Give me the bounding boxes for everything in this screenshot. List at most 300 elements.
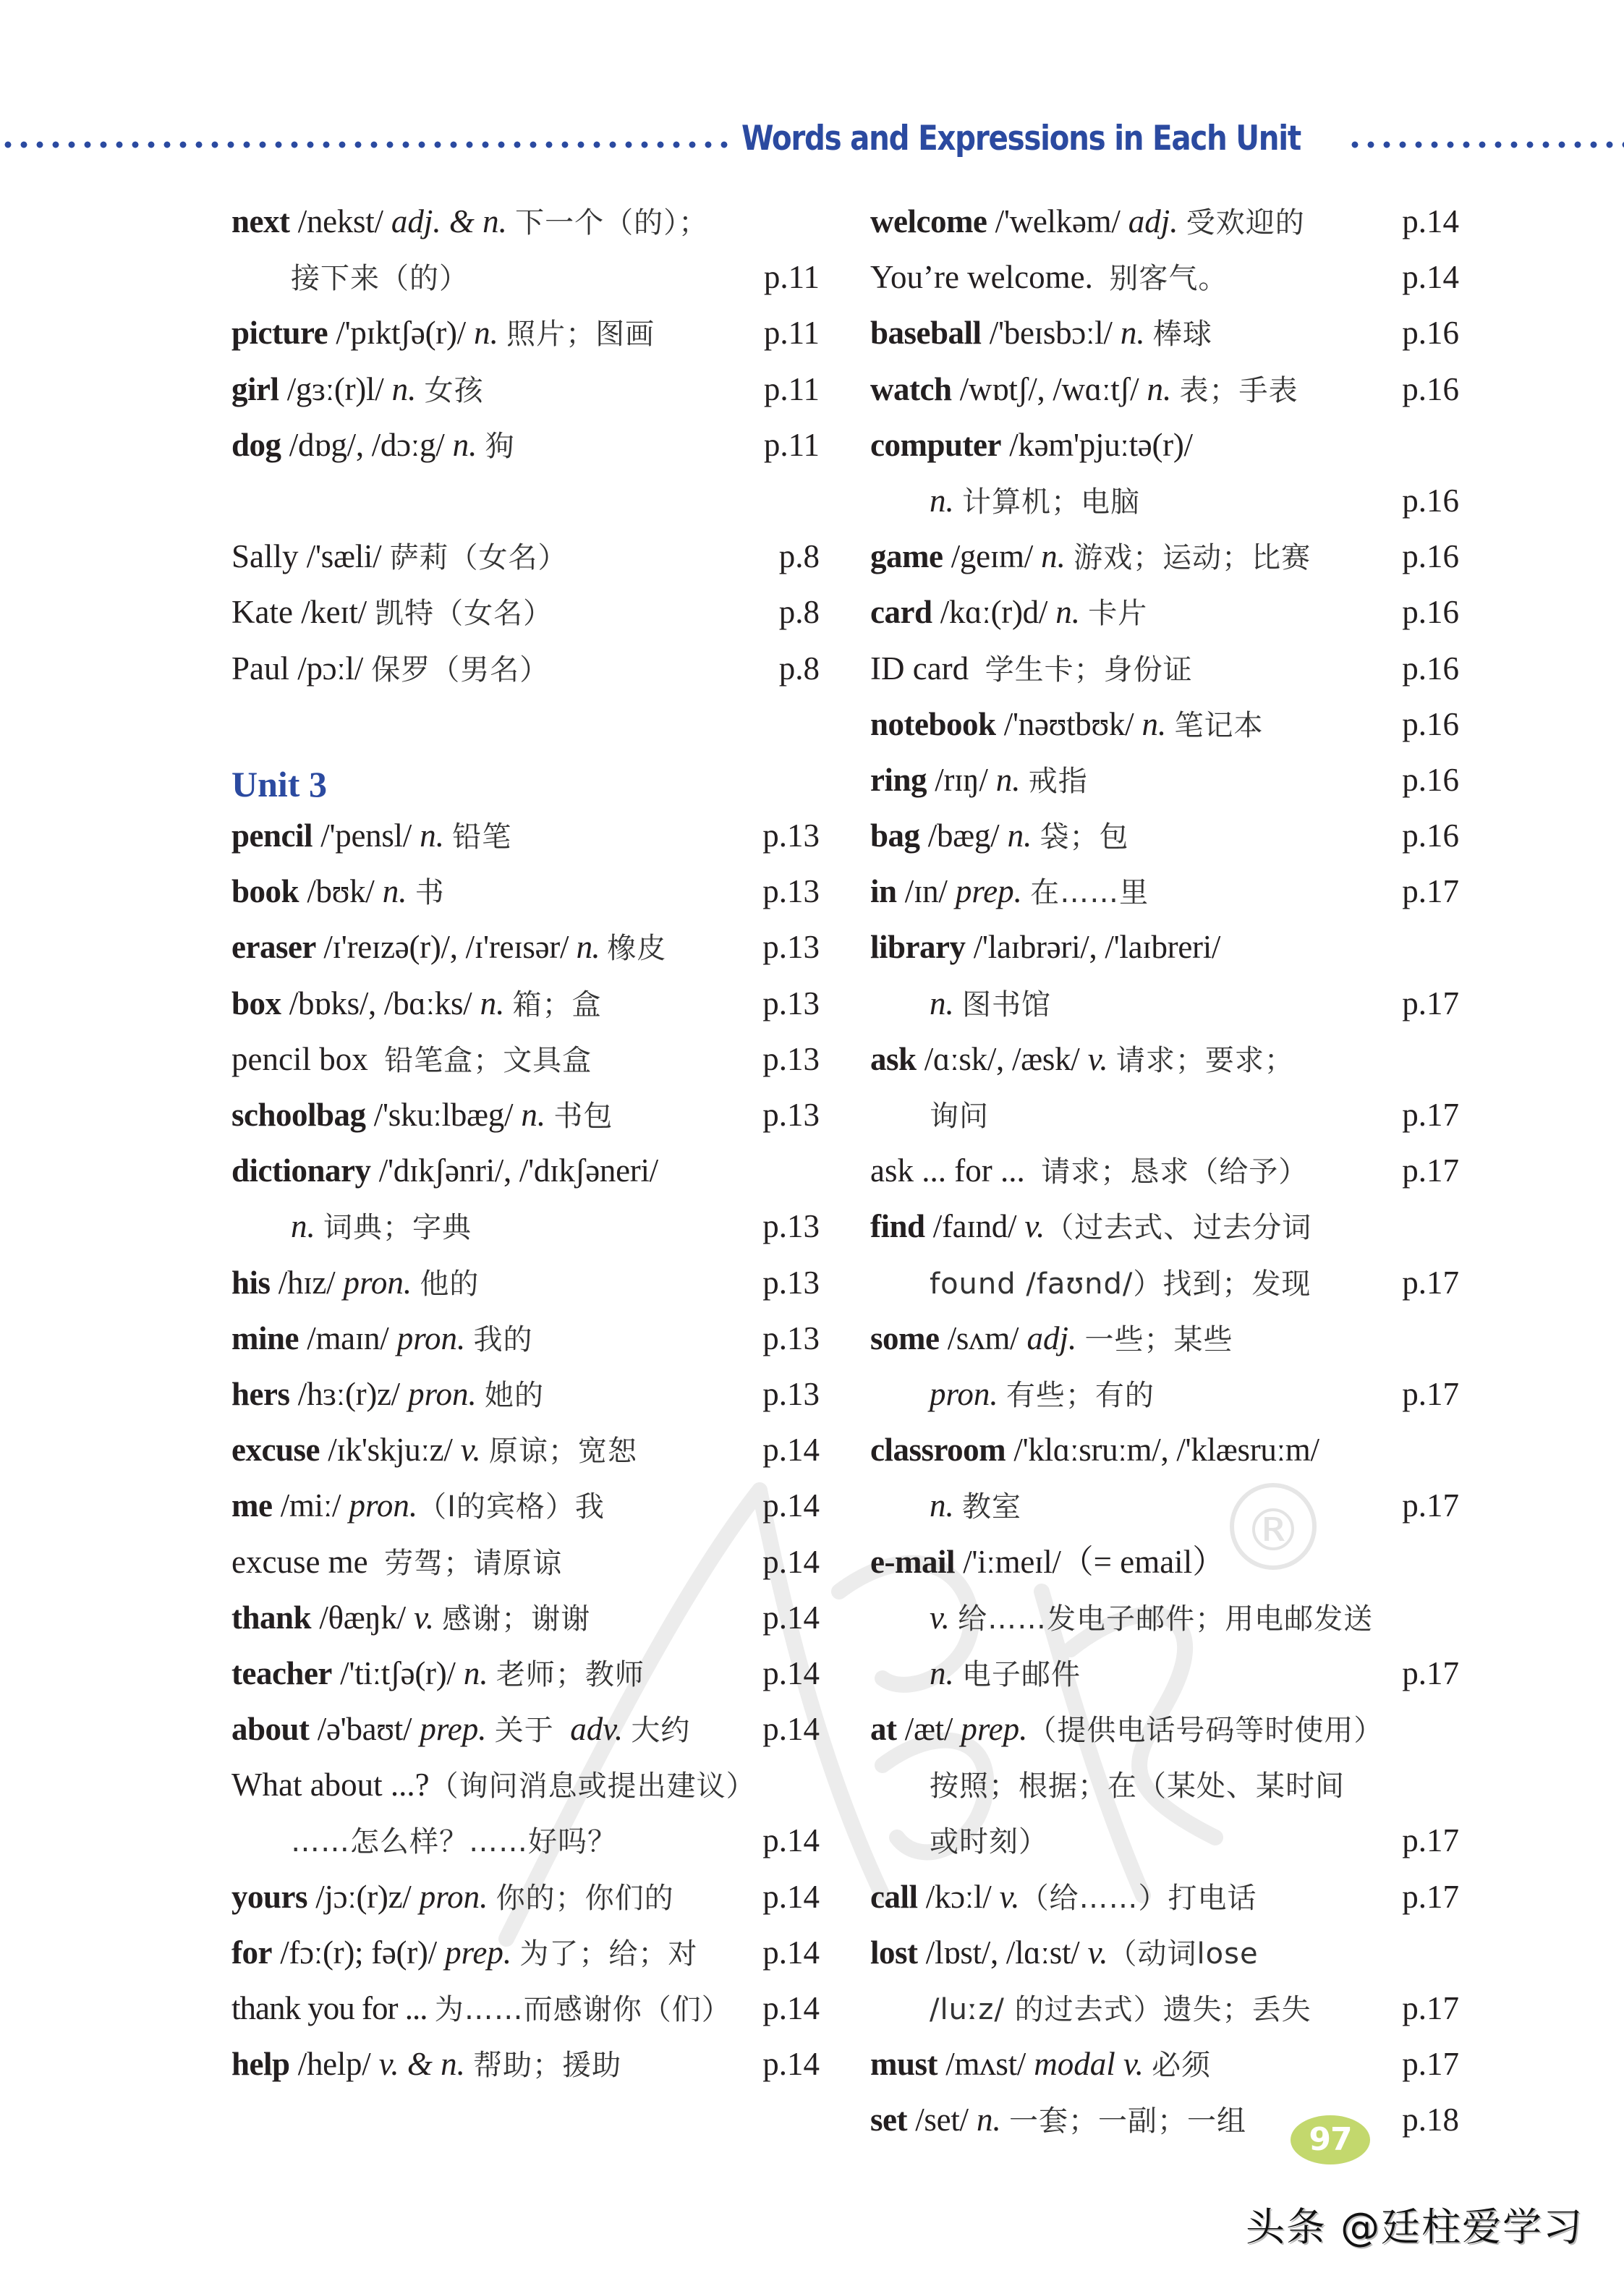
page-ref: p.16: [1402, 482, 1459, 519]
meaning: （I的宾格）我: [417, 1490, 605, 1524]
part-of-speech: n.: [1055, 594, 1081, 631]
vocab-entry: [231, 1869, 820, 1925]
meaning: 受欢迎的: [1186, 206, 1305, 239]
part-of-speech: prep.: [961, 1711, 1028, 1748]
vocab-continuation: [870, 1757, 1459, 1813]
page-ref: p.14: [762, 1990, 820, 2026]
vocab-entry: [870, 697, 1459, 752]
meaning: （提供电话号码等时使用）: [1027, 1714, 1384, 1748]
page-number-badge: 97: [1291, 2115, 1370, 2164]
source-credit-watermark: 头条 @廷柱爱学习: [1246, 2204, 1584, 2250]
meaning: 教室: [962, 1490, 1021, 1524]
registered-trademark-icon: ®: [1230, 1483, 1317, 1570]
phonetic: /sʌm/: [947, 1320, 1019, 1356]
part-of-speech: n.: [480, 985, 505, 1021]
page-ref: p.14: [762, 1711, 820, 1748]
page-ref: p.14: [762, 1934, 820, 1971]
meaning: （动词lose: [1108, 1937, 1259, 1971]
phrase: ID card: [870, 650, 969, 687]
meaning: 接下来（的）: [291, 262, 469, 296]
phrase: thank you for ...: [231, 1990, 428, 2026]
page-ref: p.13: [762, 1097, 820, 1133]
page-ref: p.16: [1402, 817, 1459, 854]
meaning: 大约: [631, 1714, 691, 1748]
part-of-speech: pron.: [349, 1487, 418, 1524]
page-ref: p.14: [762, 1654, 820, 1691]
part-of-speech: v.: [930, 1599, 950, 1636]
vocab-entry: [231, 1478, 820, 1534]
phonetic: /'dɪkʃənri/, /'dɪkʃəneri/: [378, 1152, 658, 1189]
headword: card: [870, 594, 932, 631]
part-of-speech: modal v.: [1034, 2046, 1144, 2083]
meaning: 关于: [494, 1714, 554, 1748]
part-of-speech: prep.: [955, 873, 1022, 910]
phonetic: /set/: [915, 2102, 969, 2138]
meaning: 词典；字典: [323, 1211, 472, 1245]
part-of-speech: v. & n.: [378, 2046, 465, 2083]
headword: call: [870, 1878, 918, 1915]
part-of-speech: v.: [999, 1878, 1020, 1915]
meaning: 保罗（男名）: [371, 653, 550, 687]
page-ref: p.16: [1402, 538, 1459, 575]
headword: eraser: [231, 929, 316, 966]
phonetic: /bɒks/, /bɑːks/: [289, 985, 472, 1021]
phonetic: /wɒtʃ/, /wɑːtʃ/: [959, 370, 1139, 407]
headword: classroom: [870, 1432, 1006, 1469]
meaning: 一些；某些: [1084, 1322, 1233, 1356]
phonetic: /'laɪbrəri/, /'laɪbreri/: [973, 929, 1221, 966]
meaning: 询问: [930, 1100, 989, 1133]
meaning: 他的: [420, 1267, 480, 1301]
meaning: 表；手表: [1179, 373, 1298, 407]
vocab-entry: [231, 1701, 820, 1757]
phonetic: /'iːmeɪl/: [963, 1543, 1061, 1580]
headword: dog: [231, 426, 281, 463]
page-ref: p.11: [763, 370, 820, 407]
phonetic: /hɪz/: [278, 1264, 336, 1301]
part-of-speech: pron.: [396, 1320, 466, 1356]
vocab-entry: [870, 1422, 1459, 1478]
phrase-entry: [870, 641, 1459, 697]
page-ref: p.16: [1402, 761, 1459, 798]
meaning: 图书馆: [962, 987, 1051, 1021]
page-ref: p.17: [1402, 1487, 1459, 1524]
meaning: 卡片: [1088, 597, 1148, 631]
page-ref: p.13: [762, 873, 820, 910]
page-ref: p.8: [778, 538, 820, 575]
phrase-entry: [870, 1143, 1459, 1199]
vocab-continuation: [870, 473, 1459, 529]
headword: me: [231, 1487, 273, 1524]
phrase-entry: [231, 1032, 820, 1087]
headword: hers: [231, 1375, 290, 1412]
page-ref: p.14: [762, 2046, 820, 2083]
phonetic: /'klɑːsruːm/, /'klæsruːm/: [1013, 1432, 1319, 1469]
headword: must: [870, 2046, 938, 2083]
vocab-entry: [231, 1590, 820, 1646]
part-of-speech: n.: [1041, 538, 1066, 575]
phonetic: /'nəʊtbʊk/: [1003, 705, 1134, 742]
page-ref: p.13: [762, 1375, 820, 1412]
meaning: （= email）: [1060, 1543, 1225, 1580]
vocab-entry: [870, 305, 1459, 361]
part-of-speech: pron.: [419, 1878, 488, 1915]
page-ref: p.17: [1402, 1878, 1459, 1915]
phrase: You’re welcome.: [870, 259, 1093, 296]
meaning: 女孩: [424, 373, 484, 407]
page-ref: p.14: [762, 1878, 820, 1915]
page-ref: p.17: [1402, 873, 1459, 910]
dotted-rule-left: [0, 139, 732, 150]
vocab-entry: [870, 2092, 1459, 2148]
meaning: 我的: [473, 1322, 533, 1356]
phonetic: /ɪn/: [904, 873, 948, 910]
part-of-speech: adj.: [1128, 203, 1178, 239]
page-ref: p.14: [762, 1543, 820, 1580]
meaning: （过去式、过去分词: [1045, 1211, 1312, 1245]
part-of-speech: n.: [291, 1208, 315, 1245]
page-ref: p.14: [1402, 259, 1459, 296]
page-ref: p.14: [762, 1822, 820, 1859]
phonetic: /gɜː(r)l/: [286, 370, 384, 407]
page-ref: p.14: [762, 1432, 820, 1469]
meaning: 老师；教师: [496, 1657, 645, 1691]
meaning: 为了；给；对: [519, 1937, 698, 1971]
phonetic: /æt/: [904, 1711, 953, 1748]
vocab-entry: [231, 1646, 820, 1701]
part-of-speech: n.: [474, 315, 498, 352]
meaning: 你的；你们的: [496, 1881, 674, 1915]
part-of-speech: prep.: [445, 1934, 512, 1971]
headword: schoolbag: [231, 1097, 366, 1133]
vocab-entry: [870, 194, 1459, 250]
meaning: 袋；包: [1040, 820, 1129, 854]
phonetic: /kɔːl/: [925, 1878, 992, 1915]
headword: book: [231, 873, 299, 910]
meaning: （给……）打电话: [1019, 1881, 1257, 1915]
meaning: 一套；一副；一组: [1008, 2104, 1246, 2138]
page-ref: p.17: [1402, 1375, 1459, 1412]
part-of-speech: n.: [930, 1487, 954, 1524]
phonetic: /'pensl/: [320, 817, 412, 854]
vocab-continuation: [870, 1981, 1459, 2036]
phonetic: /ə'baʊt/: [317, 1711, 412, 1748]
page-ref: p.17: [1402, 2046, 1459, 2083]
phonetic: /nekst/: [297, 203, 383, 239]
phonetic: /keɪt/: [301, 594, 367, 631]
headword: watch: [870, 370, 952, 407]
vocab-entry: [231, 1311, 820, 1367]
part-of-speech: prep.: [420, 1711, 487, 1748]
part-of-speech: pron.: [408, 1375, 477, 1412]
headword: bag: [870, 817, 920, 854]
section-title: Words and Expressions in Each Unit: [741, 119, 1301, 158]
name: Kate: [231, 594, 293, 631]
headword: thank: [231, 1599, 312, 1636]
vocab-entry: [870, 808, 1459, 864]
phonetic: /bʊk/: [307, 873, 375, 910]
meaning: 橡皮: [607, 932, 667, 966]
headword: find: [870, 1208, 925, 1245]
phonetic: /dɒg/, /dɔːg/: [289, 426, 445, 463]
page-ref: p.18: [1402, 2102, 1459, 2138]
page-ref: p.17: [1402, 1990, 1459, 2026]
page-ref: p.16: [1402, 650, 1459, 687]
phonetic: /bæg/: [927, 817, 1000, 854]
vocab-continuation: [870, 1255, 1459, 1311]
part-of-speech: pron.: [930, 1375, 998, 1412]
meaning: （询问消息或提出建议）: [429, 1769, 756, 1803]
headword: lost: [870, 1934, 918, 1971]
headword: help: [231, 2046, 290, 2083]
phonetic: /fɔː(r); fə(r)/: [280, 1934, 437, 1971]
meaning: 照片；图画: [506, 318, 655, 352]
part-of-speech: adj.: [1026, 1320, 1077, 1356]
name: Sally: [231, 538, 299, 575]
phonetic: /'pɪktʃə(r)/: [336, 315, 466, 352]
meaning: 学生卡；身份证: [985, 653, 1193, 687]
phonetic: /ɪk'skjuːz/: [328, 1432, 453, 1469]
meaning: 书: [414, 876, 445, 910]
page-ref: p.17: [1402, 1152, 1459, 1189]
vocab-continuation: [870, 976, 1459, 1032]
vocab-continuation: [231, 1199, 820, 1254]
meaning: 在……里: [1030, 876, 1149, 910]
vocab-continuation: [870, 1813, 1459, 1869]
phonetic: /geɪm/: [951, 538, 1033, 575]
part-of-speech: v.: [460, 1432, 481, 1469]
phonetic: /lɒst/, /lɑːst/: [925, 1934, 1080, 1971]
phonetic: /kɑː(r)d/: [940, 594, 1048, 631]
vocab-entry: [231, 1367, 820, 1422]
headword: notebook: [870, 705, 996, 742]
meaning: 书包: [553, 1100, 613, 1133]
part-of-speech: v.: [1087, 1040, 1108, 1077]
vocab-entry: [870, 1701, 1459, 1757]
headword: picture: [231, 315, 328, 352]
vocab-continuation: [231, 1813, 820, 1869]
meaning: 游戏；运动；比赛: [1074, 541, 1311, 575]
part-of-speech: v.: [1087, 1934, 1108, 1971]
headword: yours: [231, 1878, 308, 1915]
vocab-entry: [870, 585, 1459, 640]
meaning: 下一个（的）；: [515, 206, 709, 239]
phrase-entry: [231, 1534, 820, 1590]
part-of-speech: n.: [1142, 705, 1167, 742]
headword: e-mail: [870, 1543, 955, 1580]
part-of-speech: n.: [930, 1654, 954, 1691]
phonetic: /ɪ'reɪzə(r)/, /ɪ'reɪsər/: [323, 929, 569, 966]
vocab-entry: [231, 1925, 820, 1981]
phonetic: /miː/: [280, 1487, 341, 1524]
vocab-continuation: [870, 1590, 1459, 1646]
phonetic: /ɑːsk/, /æsk/: [924, 1040, 1080, 1077]
part-of-speech: n.: [930, 985, 954, 1021]
page-ref: p.17: [1402, 985, 1459, 1021]
headword: ask: [870, 1040, 917, 1077]
meaning: 按照；根据；在（某处、某时间: [930, 1769, 1345, 1803]
meaning: 给……发电子邮件；用电邮发送: [958, 1602, 1374, 1636]
phrase: pencil box: [231, 1040, 368, 1077]
meaning: 必须: [1152, 2049, 1212, 2083]
vocab-entry: [231, 417, 820, 473]
vocab-entry: [231, 1143, 820, 1199]
headword: at: [870, 1711, 897, 1748]
vocabulary-column-left: [231, 194, 820, 2092]
meaning: 感谢；谢谢: [442, 1602, 591, 1636]
vocab-entry: [231, 976, 820, 1032]
vocab-entry: [870, 362, 1459, 417]
phonetic: /help/: [297, 2046, 371, 2083]
meaning: 萨莉（女名）: [389, 541, 568, 575]
vocab-entry: [870, 1869, 1459, 1925]
headword: about: [231, 1711, 310, 1748]
headword: excuse: [231, 1432, 320, 1469]
proper-name-entry: [231, 585, 820, 640]
page-ref: p.14: [762, 1599, 820, 1636]
phonetic: /rɪŋ/: [935, 761, 988, 798]
page-ref: p.13: [762, 929, 820, 966]
meaning: 箱；盒: [512, 987, 602, 1021]
headword: welcome: [870, 203, 987, 239]
meaning: 帮助；援助: [473, 2049, 622, 2083]
part-of-speech: v.: [1024, 1208, 1045, 1245]
headword: box: [231, 985, 281, 1021]
meaning: 原谅；宽恕: [488, 1435, 637, 1469]
vocab-entry: [231, 864, 820, 919]
spacer: [231, 473, 820, 529]
headword: for: [231, 1934, 272, 1971]
vocab-entry: [870, 919, 1459, 975]
headword: ring: [870, 761, 927, 798]
phonetic: /'tiːtʃə(r)/: [340, 1654, 456, 1691]
part-of-speech: n.: [995, 761, 1021, 798]
page-ref: p.8: [778, 650, 820, 687]
part-of-speech: adv.: [570, 1711, 624, 1748]
page-ref: p.11: [763, 259, 820, 296]
headword: computer: [870, 426, 1001, 463]
page-ref: p.11: [763, 426, 820, 463]
vocab-entry: [870, 1032, 1459, 1087]
headword: game: [870, 538, 943, 575]
vocab-entry: [231, 919, 820, 975]
headword: baseball: [870, 315, 982, 352]
headword: some: [870, 1320, 940, 1356]
vocab-entry: [870, 1534, 1459, 1590]
meaning: 劳驾；请原谅: [384, 1546, 563, 1580]
dotted-rule-right: [1347, 139, 1624, 150]
vocab-entry: [231, 305, 820, 361]
phrase-entry: [870, 250, 1459, 305]
phonetic: /maɪn/: [307, 1320, 389, 1356]
meaning: 笔记本: [1174, 708, 1264, 742]
headword: mine: [231, 1320, 299, 1356]
vocab-entry: [870, 417, 1459, 473]
headword: girl: [231, 370, 279, 407]
meaning: found /faʊnd/）找到；发现: [930, 1267, 1311, 1301]
vocab-entry: [870, 529, 1459, 585]
vocab-continuation: [870, 1478, 1459, 1534]
headword: pencil: [231, 817, 313, 854]
phonetic: /'skuːlbæg/: [373, 1097, 514, 1133]
meaning: ……怎么样？……好吗？: [291, 1825, 617, 1859]
page-ref: p.11: [763, 315, 820, 352]
part-of-speech: n.: [1007, 817, 1032, 854]
phonetic: /jɔː(r)z/: [315, 1878, 412, 1915]
meaning: 电子邮件: [962, 1657, 1081, 1691]
proper-name-entry: [231, 641, 820, 697]
meaning: 计算机；电脑: [962, 485, 1140, 519]
vocab-entry: [231, 2036, 820, 2092]
proper-name-entry: [231, 529, 820, 585]
phonetic: /mʌst/: [945, 2046, 1026, 2083]
phonetic: /kəm'pjuːtə(r)/: [1009, 426, 1193, 463]
vocab-entry: [231, 1255, 820, 1311]
part-of-speech: n.: [463, 1654, 488, 1691]
vocab-continuation: [870, 1367, 1459, 1422]
meaning: 有些；有的: [1006, 1378, 1155, 1412]
part-of-speech: n.: [576, 929, 600, 966]
spacer: [231, 697, 820, 752]
vocab-entry: [870, 864, 1459, 919]
part-of-speech: n.: [521, 1097, 546, 1133]
phrase-entry: [231, 1757, 820, 1813]
meaning: /luːz/ 的过去式）遗失；丢失: [930, 1993, 1311, 2026]
vocab-entry: [231, 194, 820, 250]
vocab-continuation: [870, 1087, 1459, 1143]
phonetic: /hɜː(r)z/: [297, 1375, 400, 1412]
phrase-entry: [231, 1981, 820, 2036]
meaning: 铅笔: [452, 820, 512, 854]
headword: library: [870, 929, 966, 966]
part-of-speech: n.: [420, 817, 444, 854]
vocab-entry: [870, 2036, 1459, 2092]
vocabulary-column-right: [870, 194, 1459, 2149]
page-ref: p.14: [762, 1487, 820, 1524]
phonetic: /'beɪsbɔːl/: [989, 315, 1113, 352]
meaning: 请求；恳求（给予）: [1041, 1155, 1309, 1189]
page-header: [0, 116, 1624, 174]
part-of-speech: v.: [414, 1599, 435, 1636]
phonetic: /'sæli/: [306, 538, 382, 575]
part-of-speech: adj. & n.: [391, 203, 507, 239]
part-of-speech: n.: [391, 370, 417, 407]
meaning: 她的: [484, 1378, 544, 1412]
page-ref: p.16: [1402, 705, 1459, 742]
vocab-entry: [231, 1087, 820, 1143]
meaning: 戒指: [1028, 764, 1088, 798]
phonetic: /pɔːl/: [297, 650, 363, 687]
part-of-speech: n.: [976, 2102, 1001, 2138]
meaning: 或时刻）: [930, 1825, 1048, 1859]
headword: set: [870, 2102, 907, 2138]
page-ref: p.14: [1402, 203, 1459, 239]
vocab-entry: [231, 808, 820, 864]
part-of-speech: n.: [1120, 315, 1145, 352]
meaning: 狗: [485, 429, 515, 463]
part-of-speech: n.: [382, 873, 407, 910]
meaning: 棒球: [1152, 318, 1212, 352]
vocab-entry: [870, 1311, 1459, 1367]
page-ref: p.13: [762, 1320, 820, 1356]
headword: dictionary: [231, 1152, 371, 1189]
vocab-continuation: [870, 1646, 1459, 1701]
headword: his: [231, 1264, 271, 1301]
meaning: 凯特（女名）: [375, 597, 553, 631]
unit-heading: Unit 3: [231, 763, 327, 804]
page-ref: p.17: [1402, 1097, 1459, 1133]
phonetic: /faɪnd/: [932, 1208, 1017, 1245]
